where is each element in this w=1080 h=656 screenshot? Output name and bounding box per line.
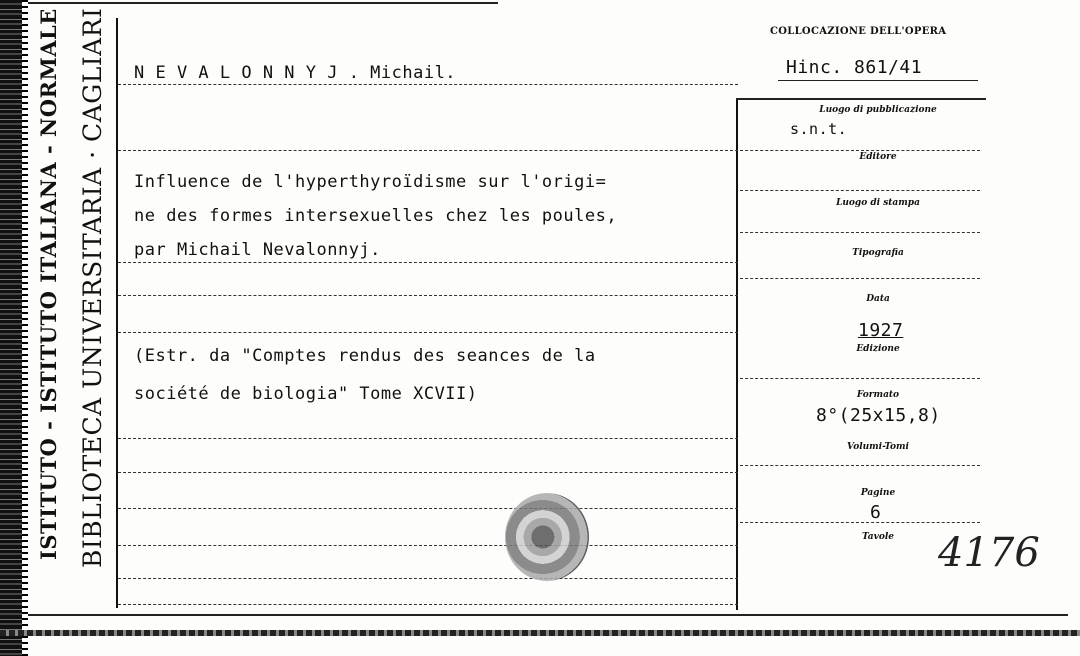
luogo-stampa-label: Luogo di stampa (836, 198, 920, 208)
fields-top-rule (736, 98, 986, 100)
field-rule (740, 378, 980, 379)
tipografia-label: Tipografia (852, 248, 904, 258)
title-line-2: ne des formes intersexuelles chez les poules, (134, 206, 618, 226)
ruled-line (118, 84, 738, 85)
library-stamp (505, 493, 589, 581)
top-edge-rule (28, 2, 498, 4)
ruled-line (118, 545, 738, 546)
tavole-label: Tavole (861, 532, 895, 542)
title-line-1: Influence de l'hyperthyroïdisme sur l'origi= (134, 172, 607, 192)
collocazione-label: COLLOCAZIONE DELL'OPERA (770, 26, 947, 37)
volumi-label: Volumi-Tomi (847, 442, 909, 452)
fields-column-rule (736, 98, 738, 610)
field-rule (740, 522, 980, 523)
formato-value: 8°(25x15,8) (816, 405, 941, 426)
formato-label: Formato (856, 390, 900, 400)
field-rule (740, 190, 980, 191)
author-heading: N E V A L O N N Y J . Michail. (134, 63, 457, 83)
ruled-line (118, 472, 738, 473)
ruled-line (118, 604, 738, 605)
pagine-value: 6 (870, 502, 882, 523)
card-edge-strip (0, 0, 22, 656)
ruled-line (118, 438, 738, 439)
ruled-line (118, 578, 738, 579)
card-bottom-edge (0, 630, 1080, 636)
field-rule (740, 150, 980, 151)
ruled-line (118, 262, 738, 263)
ruled-line (118, 332, 738, 333)
ruled-line (118, 508, 738, 509)
pagine-label: Pagine (860, 488, 896, 498)
luogo-pubblicazione-label: Luogo di pubblicazione (819, 105, 937, 115)
data-label: Data (866, 294, 890, 304)
field-rule (740, 278, 980, 279)
shelfmark-underline (778, 80, 978, 81)
title-line-3: par Michail Nevalonnyj. (134, 240, 381, 260)
shelfmark: Hinc. 861/41 (786, 57, 923, 78)
edizione-label: Edizione (856, 344, 900, 354)
data-value: 1927 (858, 320, 904, 341)
ruled-line (118, 295, 738, 296)
card-bottom-rule (28, 614, 1068, 616)
luogo-pubblicazione-value: s.n.t. (790, 120, 848, 138)
editore-label: Editore (859, 152, 897, 162)
ruled-line (118, 150, 738, 151)
field-rule (740, 465, 980, 466)
card-edge-dots (22, 0, 28, 656)
field-rule (740, 232, 980, 233)
library-name: BIBLIOTECA UNIVERSITARIA · CAGLIARI (78, 7, 107, 568)
left-margin-rule (116, 18, 118, 608)
note-line-1: (Estr. da "Comptes rendus des seances de la (134, 346, 596, 366)
handwritten-inventory-number: 4176 (938, 530, 1040, 576)
note-line-2: société de biologia" Tome XCVII) (134, 384, 478, 404)
institute-stamp-text: ISTITUTO - ISTITUTO ITALIANA - NORMALE (36, 8, 61, 560)
